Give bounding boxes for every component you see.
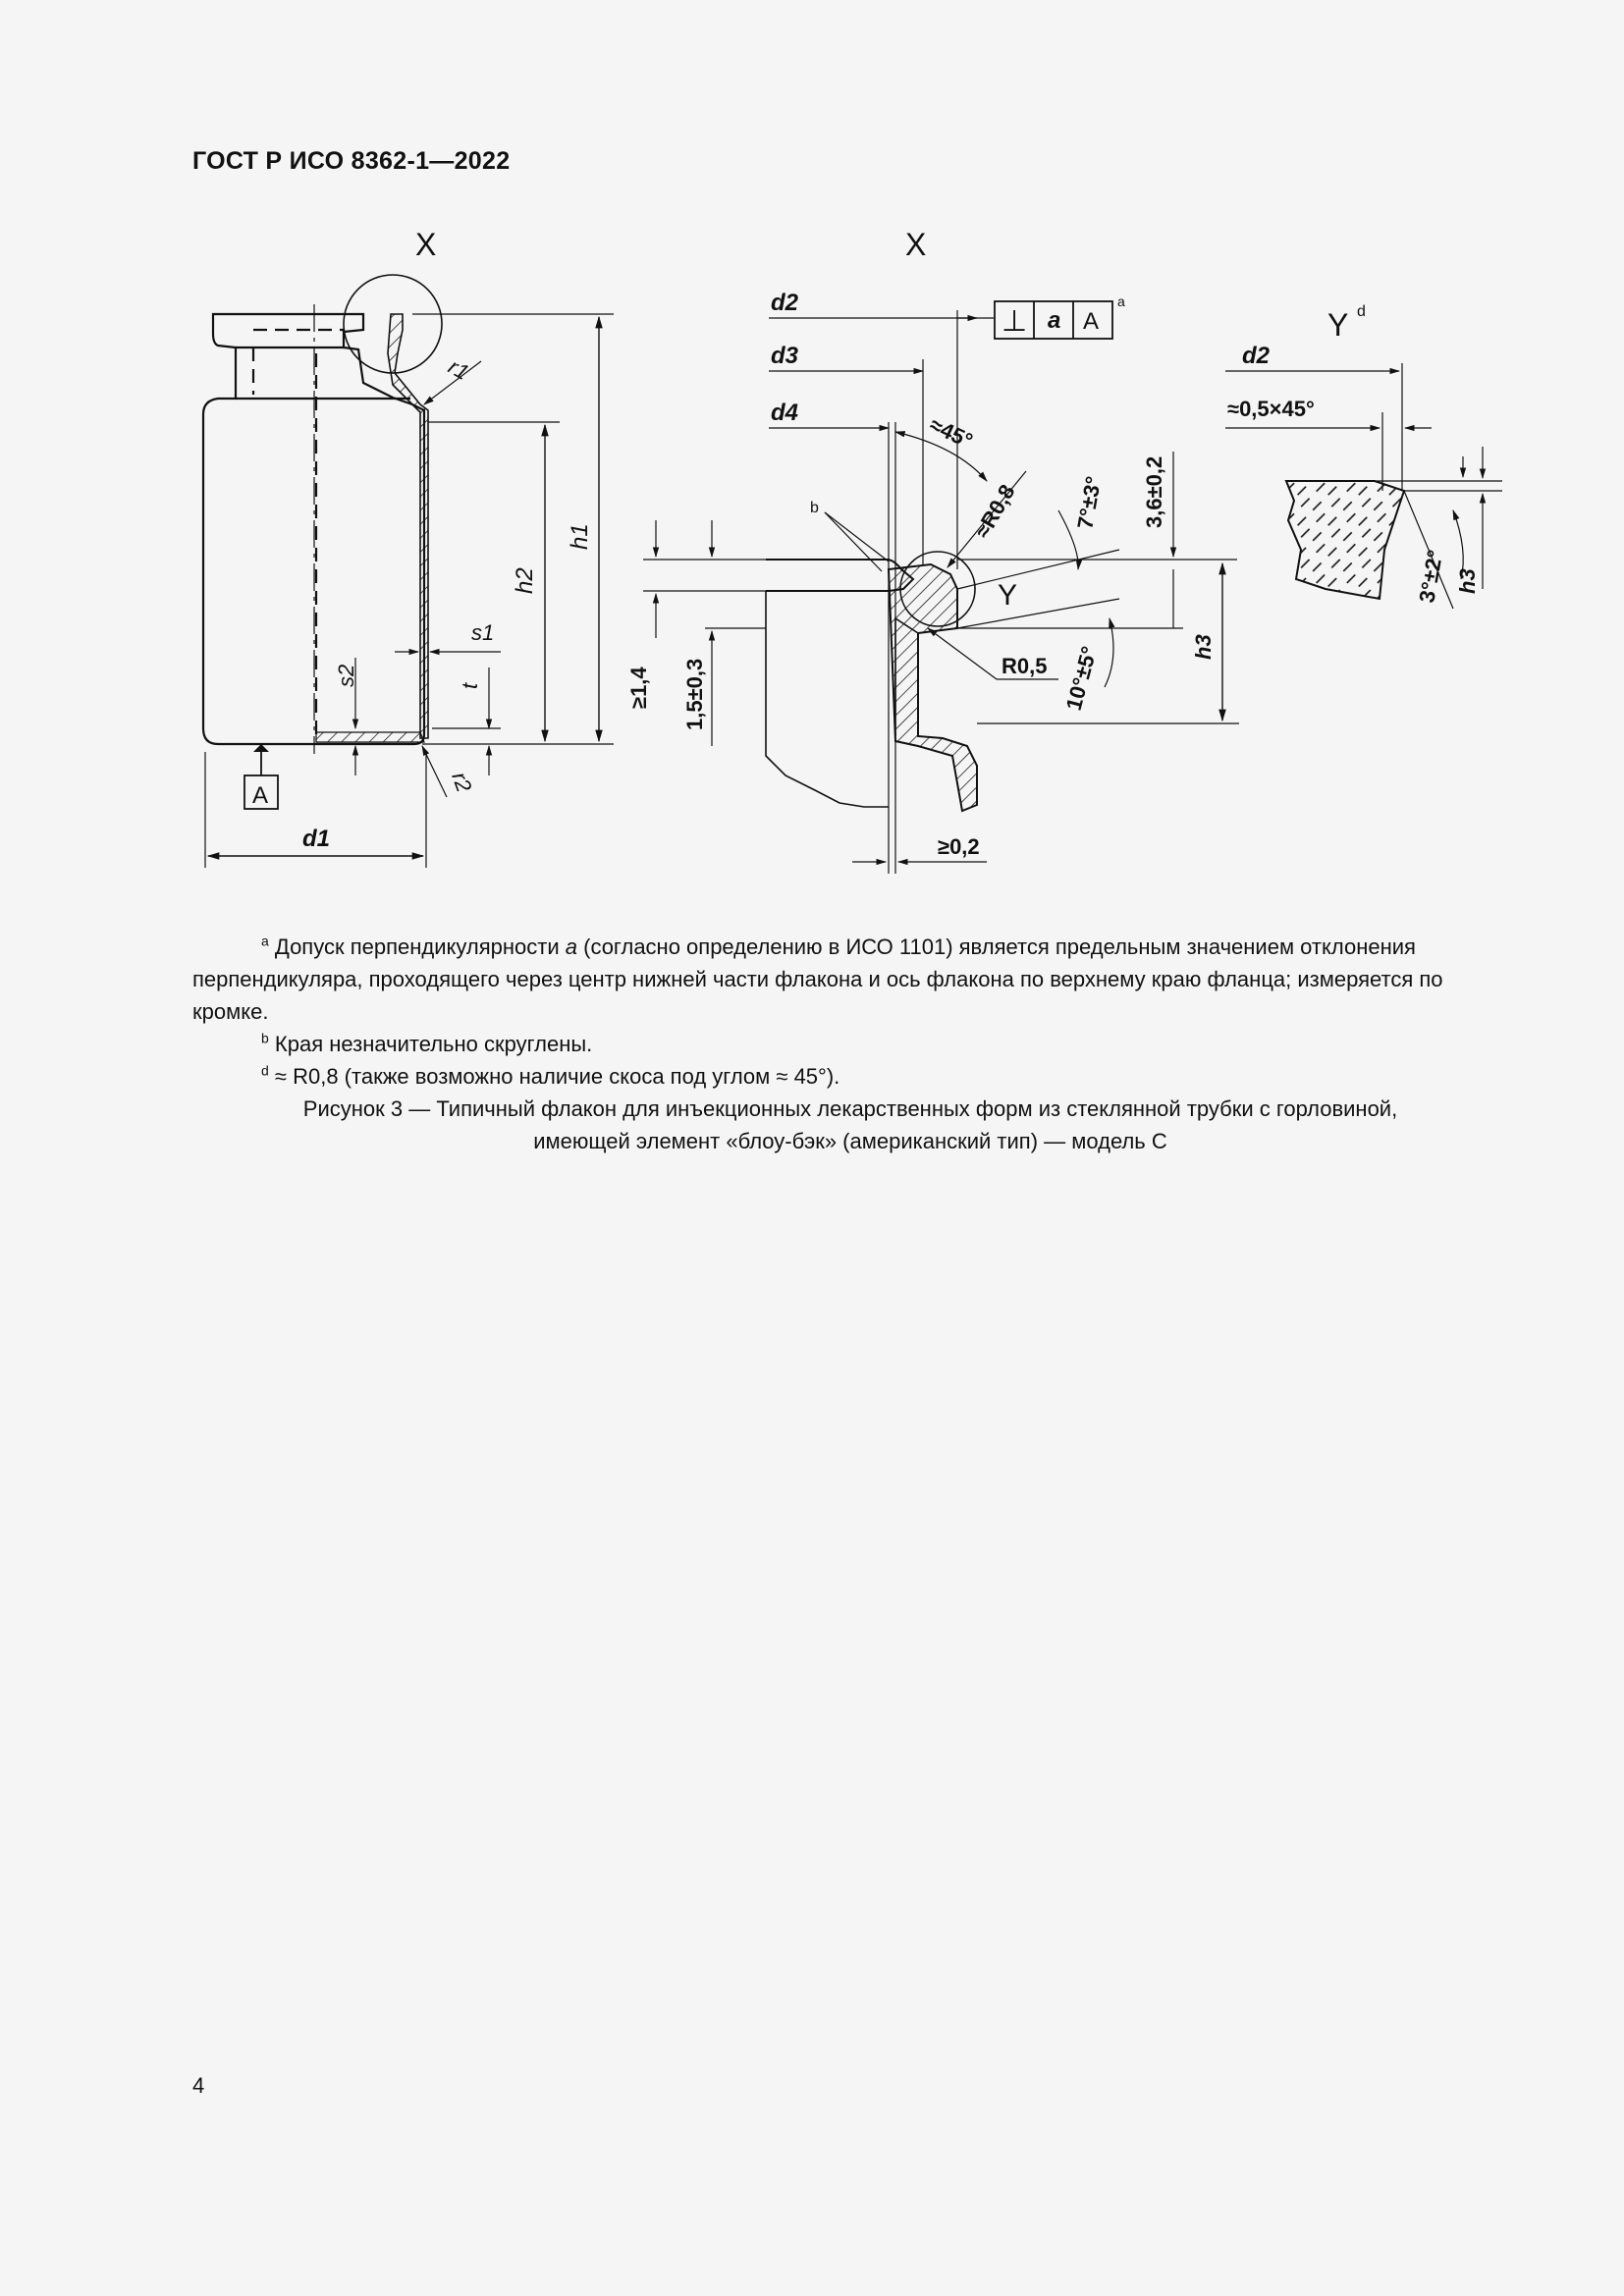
figure-caption: [192, 1093, 1508, 1157]
label-d4: d4: [771, 400, 799, 426]
label-t: t: [458, 682, 482, 689]
label-d3: d3: [771, 343, 799, 369]
label-ang7: 7°±3°: [1072, 474, 1107, 531]
label-r2: r2: [447, 769, 477, 796]
vial-view: [203, 227, 614, 868]
view-label-x-left: X: [415, 227, 437, 262]
label-s2: s2: [334, 664, 358, 687]
document-header: ГОСТ Р ИСО 8362-1—2022: [192, 147, 511, 175]
label-h1: h1: [567, 523, 593, 550]
label-d2: d2: [771, 290, 799, 316]
tolerance-note-mark: a: [1117, 294, 1125, 309]
caption-line-2: имеющей элемент «блоу-бэк» (американский тип) — модель C: [533, 1129, 1167, 1153]
label-chamfer: ≈0,5×45°: [1227, 397, 1315, 421]
caption-line-1: Рисунок 3 — Типичный флакон для инъекционных лекарственных форм из стеклянной трубки с горловиной,: [302, 1096, 1398, 1121]
label-h36: 3,6±0,2: [1142, 455, 1166, 528]
datum-a: A: [252, 782, 269, 809]
footnote-d: $^d$ ≈ R0,8 (также возможно наличие скоса под углом ≈ 45°).: [261, 1062, 840, 1089]
detail-x-view: [626, 227, 1239, 874]
footnotes: [192, 931, 1508, 1093]
label-ang3: 3°±2°: [1414, 548, 1448, 605]
tolerance-value: a: [1048, 307, 1061, 334]
label-ang10: 10°±5°: [1060, 643, 1103, 714]
view-label-x-mid: X: [905, 227, 927, 262]
label-y-d2: d2: [1242, 343, 1271, 369]
label-s1: s1: [471, 620, 495, 645]
label-d1: d1: [302, 826, 331, 852]
label-min14: ≥1,4: [626, 667, 651, 709]
label-b: b: [810, 500, 819, 516]
detail-y-label: Y: [1327, 307, 1349, 343]
label-r08: ≈R0,8: [969, 480, 1020, 543]
footnote-b: $^b$ Края незначительно скруглены.: [261, 1030, 593, 1056]
label-r1: r1: [444, 353, 473, 386]
footnote-a: $^a$ Допуск перпендикулярности a (согласно определению в ИСО 1101) является предельным значением отклонения перпендикуляра, проходящего через центр нижней части флакона и ось флакона по верхнему краю фланца; измеряется по кромке.: [192, 933, 1443, 1024]
detail-y-view: [1225, 303, 1502, 609]
label-y: Y: [998, 579, 1018, 612]
tolerance-datum: A: [1083, 308, 1100, 335]
page-number: 4: [192, 2073, 205, 2098]
label-h3: h3: [1191, 634, 1216, 660]
label-h2: h2: [512, 567, 538, 594]
technical-drawing: [0, 0, 1624, 903]
label-h15: 1,5±0,3: [682, 658, 707, 730]
label-r05: R0,5: [1001, 654, 1048, 678]
tolerance-symbol: ⊥: [1001, 305, 1028, 338]
label-angle45: ≈45°: [925, 411, 977, 454]
detail-y-note-mark: d: [1357, 303, 1366, 320]
label-y-h3: h3: [1455, 568, 1480, 594]
label-min02: ≥0,2: [938, 834, 980, 859]
